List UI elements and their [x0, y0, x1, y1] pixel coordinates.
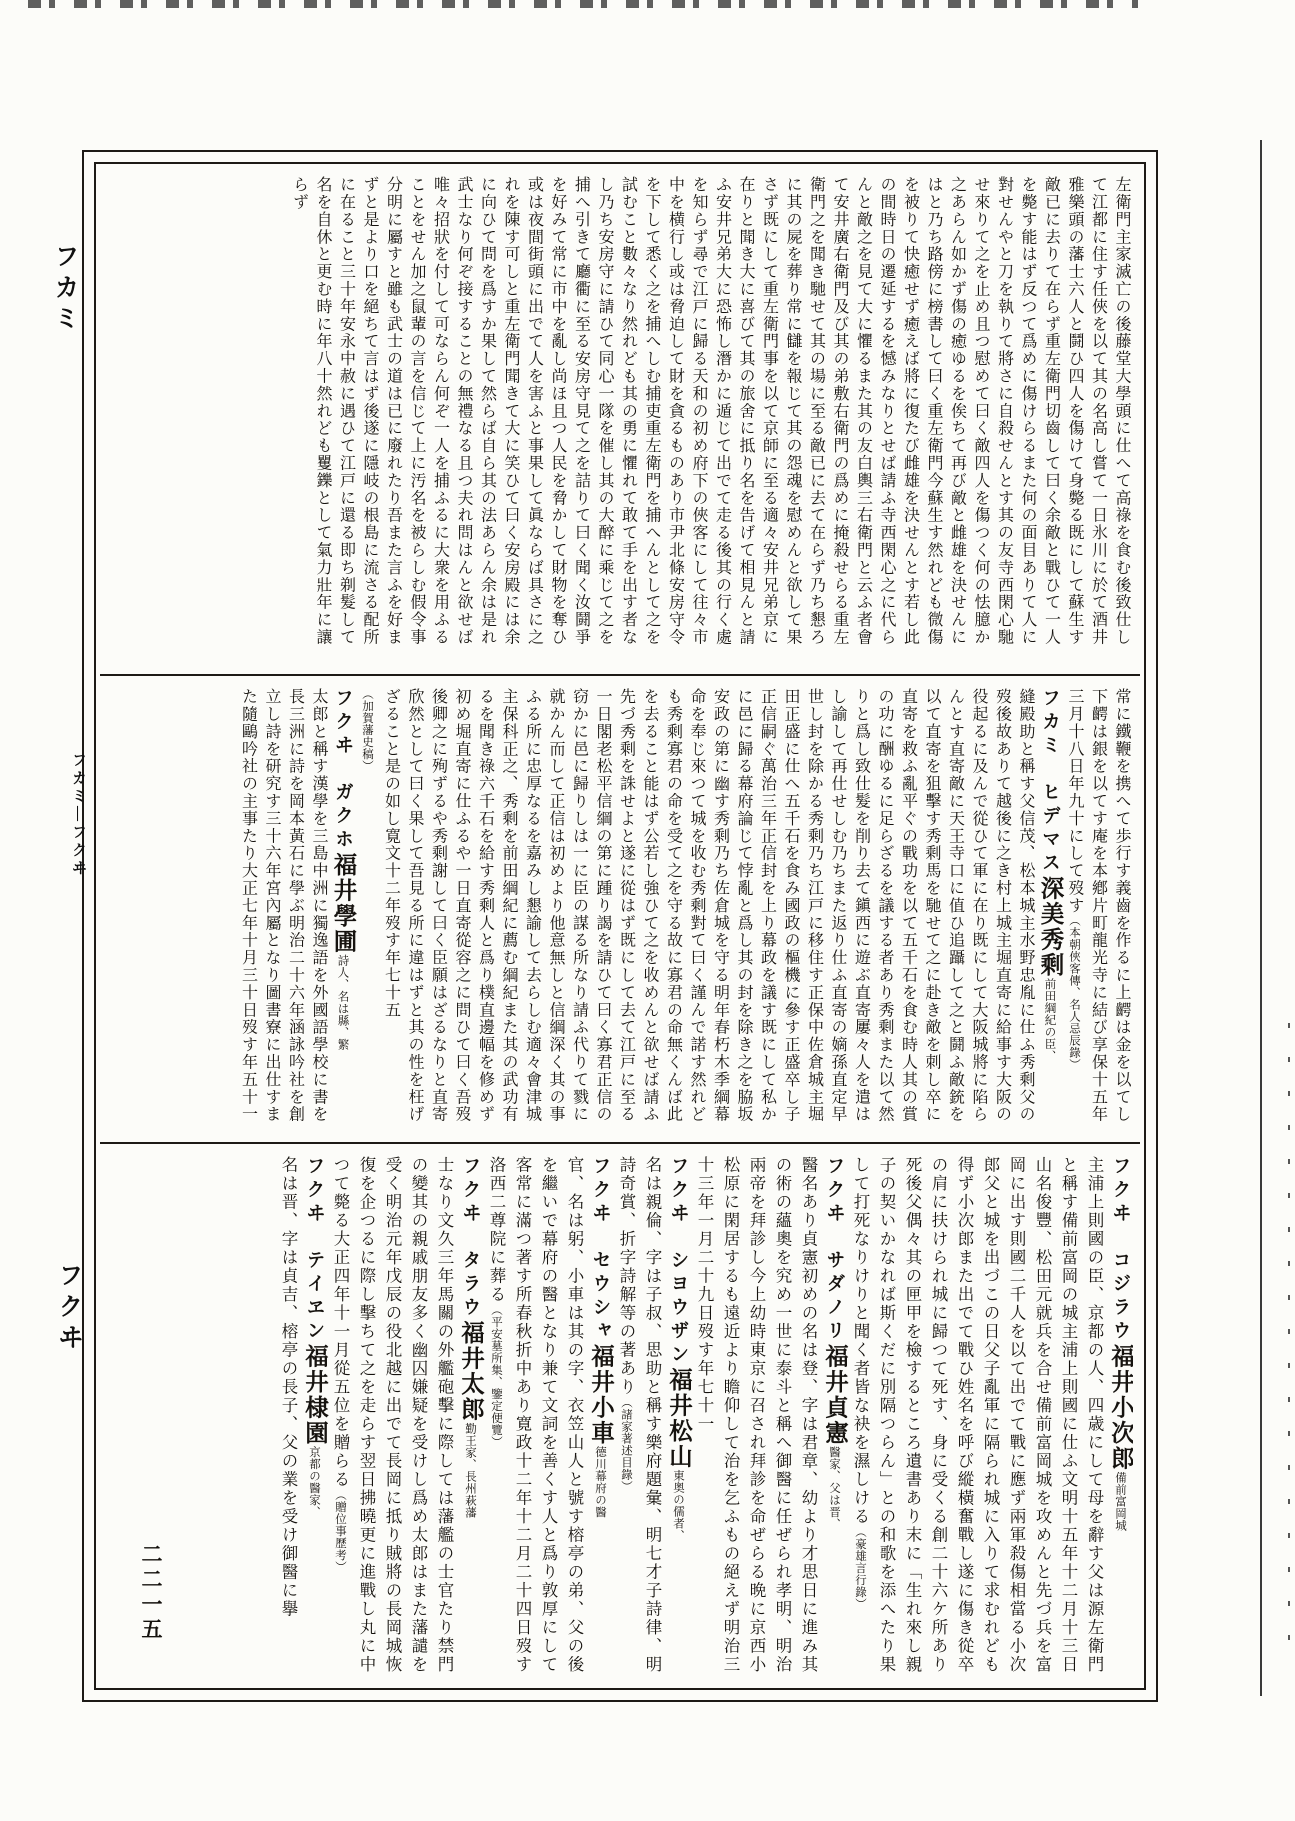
entry-annotation: （加賀藩史稿） — [361, 688, 373, 772]
headword-reading: フカミ ヒデマス — [1039, 688, 1060, 876]
entry-annotation: 德川幕府の醫 — [594, 1446, 606, 1518]
entry-annotation: （豪雄言行錄） — [854, 1526, 866, 1610]
headword-name: 福井學圃 — [329, 852, 356, 955]
headword-name: 福井棣園 — [301, 1344, 327, 1446]
headword-reading: フクヰ ガクホ — [332, 688, 353, 853]
headword-reading: フクヰ テイヱン — [304, 1156, 324, 1344]
scan-edge-dots — [1288, 1000, 1290, 1640]
entry-body-text: 主浦上則國の臣、京都の人、四歳にして母を辭す父は源左衛門と稱す備前富岡の城主浦上則國に仕ふ文明十五年十二月十三日山名俊豐、松田元就兵を合せ備前富岡城を攻めんと先づ兵を富岡に出す則國二千人を以て出でて戰に應ず兩軍殺傷相當る小次郎父と城を出づこの日父子亂軍に隔られ城に入りて求むれども得ず小次郎また出でて戰ひ姓名を呼び縱橫奮戰し遂に傷き從卒の肩に扶けられ城に歸つて死す、身に受くる創二十六ケ所あり死後父偶々其の匣甲を檢するところ遺書あり末に「生れ來し親子の契いかなれば斯くだに別隔つらん」との和歌を添へたり果して打死なりけりと聞く者皆な袂を濕しける — [851, 1156, 1104, 1674]
entry-body-text: 左衛門主家滅亡の後藤堂大學頭に仕へて高祿を食む後致仕して江都に住す任俠を以て其の名高し嘗て一日氷川に於て酒井雅樂頭の藩士六人と鬪ひ四人を傷けて身斃る既にして蘇生す敵已に去りて在らず重左衛門切齒して曰く余敵と戰ひて一人を斃す能はず反つて爲めに傷けらるまた何の面目ありて人に對せんやと刀を執りて將さに自殺せんとす其の友寺西閑心馳せ來りて之を止め且つ慰めて曰く敵四人を傷つく何の怯臆か之あらん如かず傷の癒ゆるを俟ちて再び敵と雌雄を決せんにはと乃ち路傍に榜書して曰く重左衛門今蘇生す然れども微傷を被りて快癒せず癒えば將に復たび雌雄を決せんとす若し此の間時日の遷延するを憾みなりとせば請ふ寺西閑心之に代らんと敵之を見て大に懼るまた其の友白輿三右衛門と云ふ者會て安井廣右衛門及び其の弟敷右衛門の爲めに掩殺せらる重左衛門之を聞き馳せて其の場に至る敵已に去て在らず乃ち懇ろに其の屍を葬り常に讎を報じて其の怨魂を慰めんと欲して果さず既にして重左衛門事を以て京師に至る適々安井兄弟京に在りと聞き大に喜びて其の旅舍に抵り名を告げて相見んと請ふ安井兄弟大に恐怖し潛かに遁じて出でて走る後其の行く處を知らず尋で江戸に歸る天和の初め府下の俠客にして往々市中を横行し或は脅迫して財を貪るものあり市尹北條安房守令を下して悉く之を捕へしむ捕吏重左衛門を捕へんとして之を試むこと數々なり然れども其の勇に懼れて敢て手を出す者なし乃ち安房守に請ひて同心一隊を催し其の大醉に乘じて之を捕へ引きて廳衢に至る安房守見て之を詰りて曰く聞く汝鬪爭を好みて常に市中を亂し尚ほ且つ人民を脅かして財物を奪ひ或は夜間街頭に出でて人を害ふと事果して眞ならば具さに之れを陳す可しと重左衛門聞きて大に笑ひて曰く安房殿には余に向ひて問を爲すか果して然らば自ら其の法あらん余は是れ武士なり何ぞ接することの無禮なる且つ夫れ問はんと欲せば唯々招狀を付して可ならん何ぞ一人を捕ふるに大衆を用ふることをせん加之鼠輩の言を信じて上に汚名を被らしむ假令事分明に屬すと雖も武士の道は已に廢れたり吾また言ふを好まずと是より口を絕ちて言はず後遂に隱岐の根島に流さる配所に在ること三十年安永中赦に遇ひて江戸に還る即ち剃髮して名を自休と更む時に年八十然れども矍鑠として氣力壯年に讓らず — [290, 176, 1130, 646]
headword-name: 福井小次郎 — [1107, 1344, 1133, 1472]
headword-name: 深美秀剩 — [1036, 876, 1063, 978]
entry-annotation: 前田綱紀の臣、 — [1043, 978, 1056, 1062]
entry-body-text: 士なり文久三年馬關の外艦砲擊に際しては藩艦の士官たり禁門の變其の親戚朋友多く幽囚嫌疑を受けし爲め太郎はまた藩譴を受く明治元年戊辰の役北越に出でて長岡に抵り賊將の長岡城恢復を企つるに際し擊ちて之を走らす翌日拂曉更に進戰し丸に中つて斃る大正四年十一月從五位を贈らる — [331, 1156, 454, 1674]
margin-index-label-top: フカミ — [51, 243, 78, 336]
text-band-top — [105, 176, 1133, 662]
entry-body-text: 醫名あり貞憲初めの名は登、字は君章、幼より才思日に進み其の術の蘊奧を究め一世に泰斗と稱へ御醫に任ぜられ孝明、明治兩帝を拜診し今上幼時東京に召され拜診を命ぜらる晩に京西小松原に閑居するも遠近より瞻仰して治を乞ふもの絕えず明治三十三年一月二十九日歿す年七十一 — [695, 1156, 818, 1674]
headword-name: 福井松山 — [665, 1367, 691, 1470]
entry-body-text: 名は晋、字は貞吉、榕亭の長子、父の業を受け御醫に擧 — [279, 1156, 298, 1619]
entry-body-text: 縫殿助と稱す父信茂、松本城主水野忠胤に仕ふ秀剩父の歿後故ありて越後に之き村上城主堀直寄に給事す大阪の役起るに及んで從ひて軍に在り既にして大阪城將に陷らんとす直寄敵に天王寺口に值ひ追躡して之と鬪ふ敵銃を以て直寄を狙擊す秀剩馬を馳せて之に赴き敵を刺し卒に直寄を救ふ亂平ぐの戰功を以て五千石を食む時人其の賞の功に酬ゆるに足らざるを議する者あり秀剩また以て然りと爲し致仕髮を削り去て鎭西に遊ぶ直寄屢々人を遣はし諭して再仕せしむ乃ちまた返り仕ふ直寄の嫡孫直定早世し封を除かる秀剩乃ち江戸に移住す正保中佐倉城主堀田正盛に仕へ五千石を食み國政の樞機に參す正盛卒し子正信嗣ぐ萬治三年正信封を上り幕政を議す既にして私かに邑に歸る幕府論じて悖亂と爲し其の封を除き之を脇坂安政の第に幽す秀剩乃ち佐倉城を守る明年春朽木季綱幕命を奉じ來つて城を收む秀剩對て曰く謹んで諾す然れども秀剩寡君の命を受て之を守る故に寡君の命無くんば此を去ること能はず公若し強ひて之を收めんと欲せば請ふ先づ秀剩を誅せよと遂に從はず既にして去て江戸に至る一日閣老松平信綱の第に踵り謁を請ひて曰く寡君正信の窃かに邑に歸りしは一に臣の謀る所なり請ふ代りて戮に就かん而して正信は初めより他意無しと信綱深く其の事ふる所に忠厚なるを嘉みし懇諭して去らしむ適々會津城主保科正之、秀剩を前田綱紀に薦む綱紀また其の武功有るを聞き祿六千石を給す秀剩人と爲り樸直邊幅を修めず初め堀直寄に仕ふるや一日直寄從容之に問ひて曰く吾歿後卿之に殉ずるや秀剩謝して曰く臣願はざるなりと直寄欣然として曰く果して吾見る所に違はずと其の性を枉げざること是の如し寛文十二年歿す年七十五 — [382, 688, 1034, 1123]
headword-name: 福井貞憲 — [821, 1344, 847, 1446]
headword-reading: フクヰ サダノリ — [824, 1156, 844, 1344]
headword-reading: フクヰ コジラウ — [1110, 1156, 1130, 1344]
headword-name: 福井小車 — [587, 1344, 613, 1446]
entry-annotation: （贈位事歷考） — [334, 1489, 346, 1573]
page-number: 二二一五 — [139, 1543, 163, 1643]
headword-name: 福井太郎 — [457, 1320, 483, 1423]
headword-reading: フクヰ タラウ — [460, 1156, 480, 1321]
entry-annotation: 東奥の儒者、 — [672, 1469, 684, 1542]
band-divider-2 — [100, 1142, 1140, 1144]
entry-annotation: 京都の醫家、 — [308, 1446, 320, 1518]
entry-body-text: 官、名は躬、小車は其の字、衣笠山人と號す榕亭の弟、父の後を繼いで幕府の醫となり兼て文詞を善くす人と爲り敦厚にして客常に滿つ著す所春秋折中あり寛政十二年十二月二十四日歿す洛西二尊院に葬る — [487, 1156, 584, 1674]
entry-annotation: 醫家、父は晋、 — [828, 1446, 840, 1530]
page-edge-line — [1260, 140, 1262, 1696]
entry-annotation: （諸家著述目錄） — [620, 1396, 632, 1493]
text-band-middle — [105, 688, 1133, 1132]
entry-body-text: 太郎と稱す漢學を三島中洲に獨逸語を外國語學校に書を長三洲に詩を岡本黃石に學ぶ明治二十六年涵詠吟社を創立し詩を研究す三十六年宮內屬となり圖書寮に出仕すまた隨鷗吟社の主事たり大正七年十月三十日歿す年五十一 — [239, 688, 327, 1123]
band-divider-1 — [100, 674, 1140, 676]
entry-body-text: 名は親倫、字は子叔、思助と稱す樂府題彙、明七才子詩律、明詩奇賞、折字詩解等の著あり — [617, 1156, 662, 1674]
entry-body-text: 常に鐵鞭を携へて歩行す義齒を作るに上齶は金を以てし下齶は銀を以てす庵を本鄕片町龍光寺に結び享保十五年三月十八日年九十にして歿す — [1066, 688, 1130, 1123]
scan-edge-noise — [28, 0, 1138, 8]
entry-annotation: （平安墓所集、鑒定便覽） — [490, 1304, 502, 1448]
entry-annotation: 備前富岡城 — [1114, 1471, 1126, 1532]
entry-annotation: 詩人、名は縣、繁 — [336, 954, 349, 1051]
text-band-bottom — [105, 1156, 1133, 1682]
entry-annotation: 勤王家、長州萩藩 — [464, 1422, 476, 1519]
headword-reading: フクヰ セウシャ — [590, 1156, 610, 1344]
entry-annotation: （本朝俠客傳、名人忌辰錄） — [1068, 914, 1080, 1071]
margin-index-label-middle: フカミ―フクヰ — [70, 752, 86, 878]
headword-reading: フクヰ シヨウザン — [668, 1156, 688, 1368]
margin-index-label-bottom: フクヰ — [55, 1262, 82, 1355]
